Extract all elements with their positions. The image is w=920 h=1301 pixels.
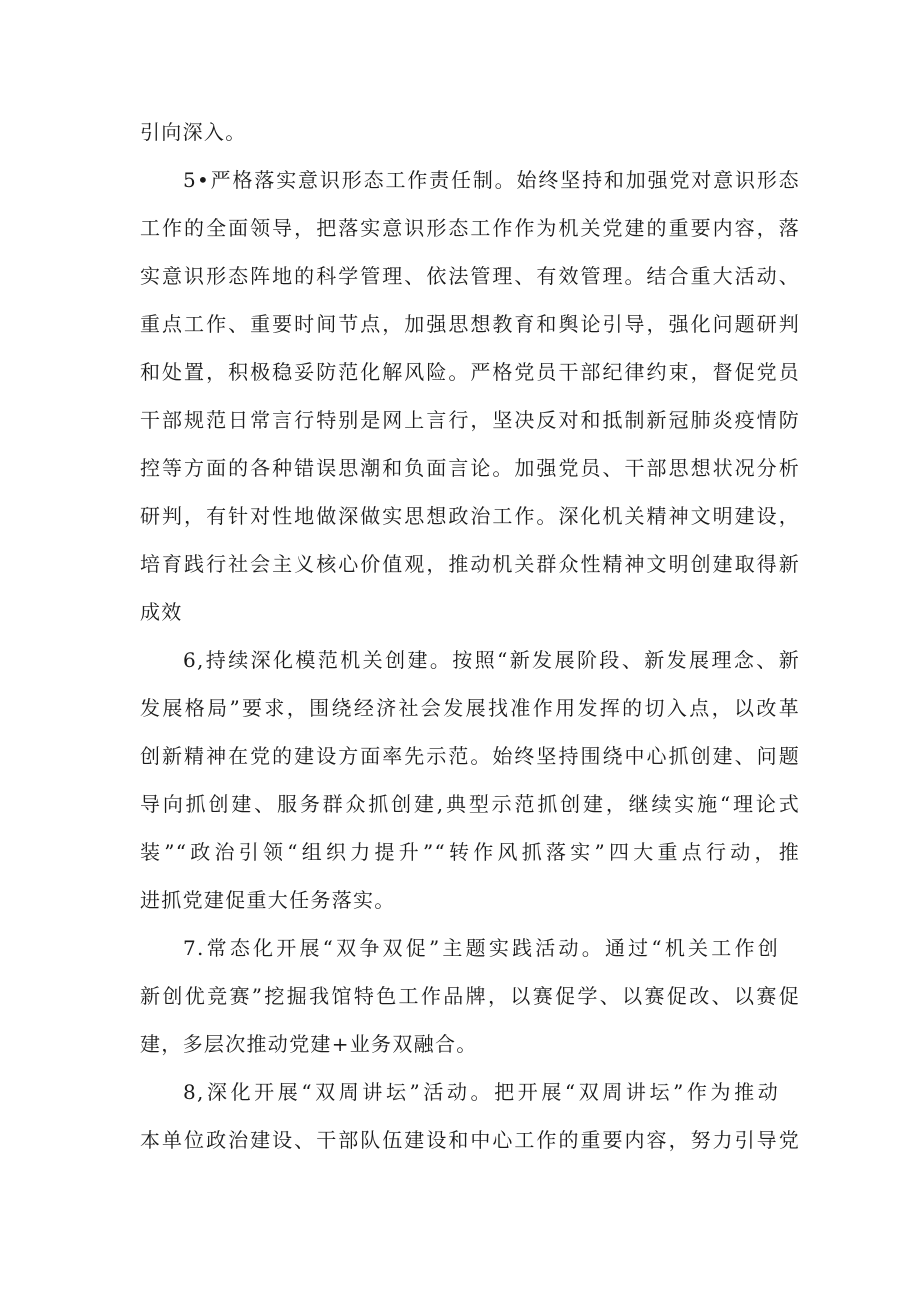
- text-line: 创新精神在党的建设方面率先示范。始终坚持围绕中心抓创建、问题: [140, 744, 800, 768]
- text-line: 发展格局”要求，围绕经济社会发展找准作用发挥的切入点，以改革: [140, 696, 800, 720]
- text-line: 进抓党建促重大任务落实。: [140, 888, 396, 912]
- text-line: 工作的全面领导，把落实意识形态工作作为机关党建的重要内容，落: [140, 216, 800, 240]
- text-line: 和处置，积极稳妥防范化解风险。严格党员干部纪律约束，督促党员: [140, 360, 800, 384]
- paragraph-6-heading-line: 6,持续深化模范机关创建。按照“新发展阶段、新发展理念、新: [183, 648, 800, 672]
- text-line: 成效: [140, 600, 183, 624]
- paragraph-8-heading-line: 8,深化开展“双周讲坛”活动。把开展“双周讲坛”作为推动: [183, 1080, 779, 1104]
- text-line: 装”“政治引领“组织力提升”“转作风抓落实”四大重点行动，推: [140, 840, 800, 864]
- text-line: 导向抓创建、服务群众抓创建,典型示范抓创建，继续实施“理论式: [140, 792, 800, 816]
- text-line: 建，多层次推动党建+业务双融合。: [140, 1032, 478, 1056]
- paragraph-7-heading-line: 7.常态化开展“双争双促”主题实践活动。通过“机关工作创: [183, 936, 779, 960]
- text-line: 本单位政治建设、干部队伍建设和中心工作的重要内容，努力引导党: [140, 1128, 800, 1152]
- text-line: 研判，有针对性地做深做实思想政治工作。深化机关精神文明建设，: [140, 504, 800, 528]
- text-line: 引向深入。: [140, 120, 247, 144]
- text-line: 控等方面的各种错误思潮和负面言论。加强党员、干部思想状况分析: [140, 456, 800, 480]
- text-line: 干部规范日常言行特别是网上言行，坚决反对和抵制新冠肺炎疫情防: [140, 408, 800, 432]
- text-line: 实意识形态阵地的科学管理、依法管理、有效管理。结合重大活动、: [140, 264, 800, 288]
- paragraph-5-heading-line: 5•严格落实意识形态工作责任制。始终坚持和加强党对意识形态: [183, 168, 800, 192]
- text-line: 新创优竞赛”挖掘我馆特色工作品牌，以赛促学、以赛促改、以赛促: [140, 984, 800, 1008]
- text-line: 培育践行社会主义核心价值观，推动机关群众性精神文明创建取得新: [140, 552, 800, 576]
- text-line: 重点工作、重要时间节点，加强思想教育和舆论引导，强化问题研判: [140, 312, 800, 336]
